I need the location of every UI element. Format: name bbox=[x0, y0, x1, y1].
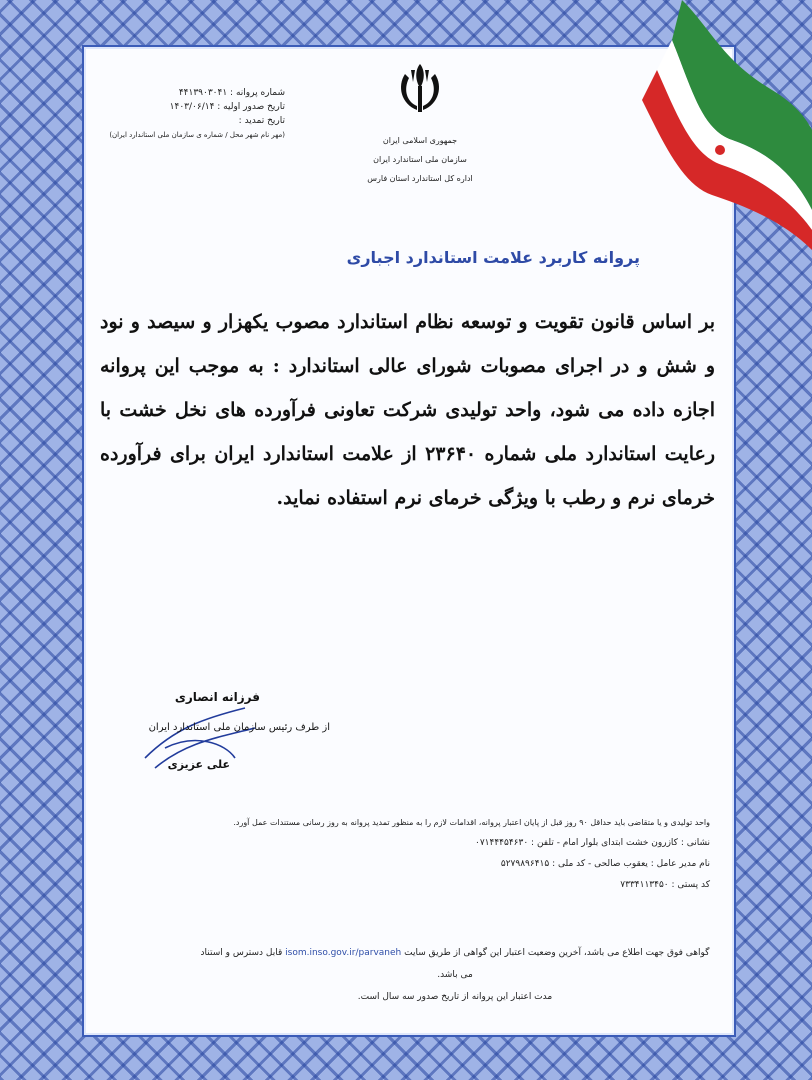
duration-note: مدت اعتبار این پروانه از تاریخ صدور سه سال است. bbox=[357, 992, 553, 1002]
validity-note-suffix: قابل دسترس و استناد می باشد. bbox=[200, 948, 473, 980]
license-number: شماره پروانه : ۴۴۱۳۹۰۳۰۴۱ bbox=[178, 88, 285, 98]
office-name: اداره کل استاندارد استان فارس bbox=[367, 174, 473, 183]
country-name: جمهوری اسلامی ایران bbox=[382, 136, 458, 145]
validity-notes bbox=[200, 942, 710, 1008]
signature-block bbox=[105, 682, 330, 782]
body-paragraph: بر اساس قانون تقویت و توسعه نظام استاندارد مصوب یکهزار و سیصد و نود و شش و در اجرای مصوبات شورای عالی استاندارد : به موجب این پروانه اجازه داده می شود، واحد تولیدی شرکت تعاونی فرآورده های نخل خشت با رعایت استاندارد ملی شماره ۲۳۶۴۰ از علامت استاندارد ایران برای فرآورده خرمای نرم و رطب با ویژگی خرمای نرم استفاده نماید. bbox=[100, 311, 715, 509]
ceo-line: نام مدیر عامل : یعقوب صالحی - کد ملی : ۵۲۷۹۸۹۶۴۱۵ bbox=[500, 859, 710, 869]
signatory-name: فرزانه انصاری bbox=[174, 690, 260, 704]
postal-code-line: کد پستی : ۷۳۳۴۱۱۳۴۵۰ bbox=[620, 880, 710, 890]
issuer-header bbox=[320, 60, 520, 193]
validity-note bbox=[200, 942, 710, 986]
certificate-title: پروانه کاربرد علامت استاندارد اجباری bbox=[346, 248, 640, 267]
renewal-notice: واحد تولیدی و یا متقاضی باید حداقل ۹۰ روز قبل از پایان اعتبار پروانه، اقدامات لازم را به منظور تمدید پروانه به روز رسانی مستندات عمل آورد. bbox=[233, 818, 710, 827]
iran-emblem-icon bbox=[393, 60, 447, 116]
footer-notes bbox=[233, 812, 710, 896]
iran-flag-ribbon bbox=[602, 0, 812, 250]
renewal-date: تاریخ تمدید : bbox=[238, 116, 285, 126]
issue-date: تاریخ صدور اولیه : ۱۴۰۳/۰۶/۱۴ bbox=[169, 102, 285, 112]
signatory-alt-name: علی عزیزی bbox=[167, 758, 230, 771]
signatory-role: از طرف رئیس سازمان ملی استاندارد ایران bbox=[148, 722, 330, 733]
validity-note-prefix: گواهی فوق جهت اطلاع می باشد، آخرین وضعیت اعتبار این گواهی از طریق سایت bbox=[404, 948, 710, 958]
validity-url-link[interactable]: isom.inso.gov.ir/parvaneh bbox=[285, 948, 402, 958]
stamp-note: (مهر نام شهر محل / شماره ی سازمان ملی استاندارد ایران) bbox=[109, 131, 285, 139]
license-meta bbox=[109, 86, 285, 142]
certificate-body bbox=[100, 300, 715, 544]
address-line: نشانی : کازرون خشت ابتدای بلوار امام - تلفن : ۰۷۱۴۴۴۵۴۶۳۰ bbox=[475, 838, 710, 848]
organization-name: سازمان ملی استاندارد ایران bbox=[373, 155, 467, 164]
